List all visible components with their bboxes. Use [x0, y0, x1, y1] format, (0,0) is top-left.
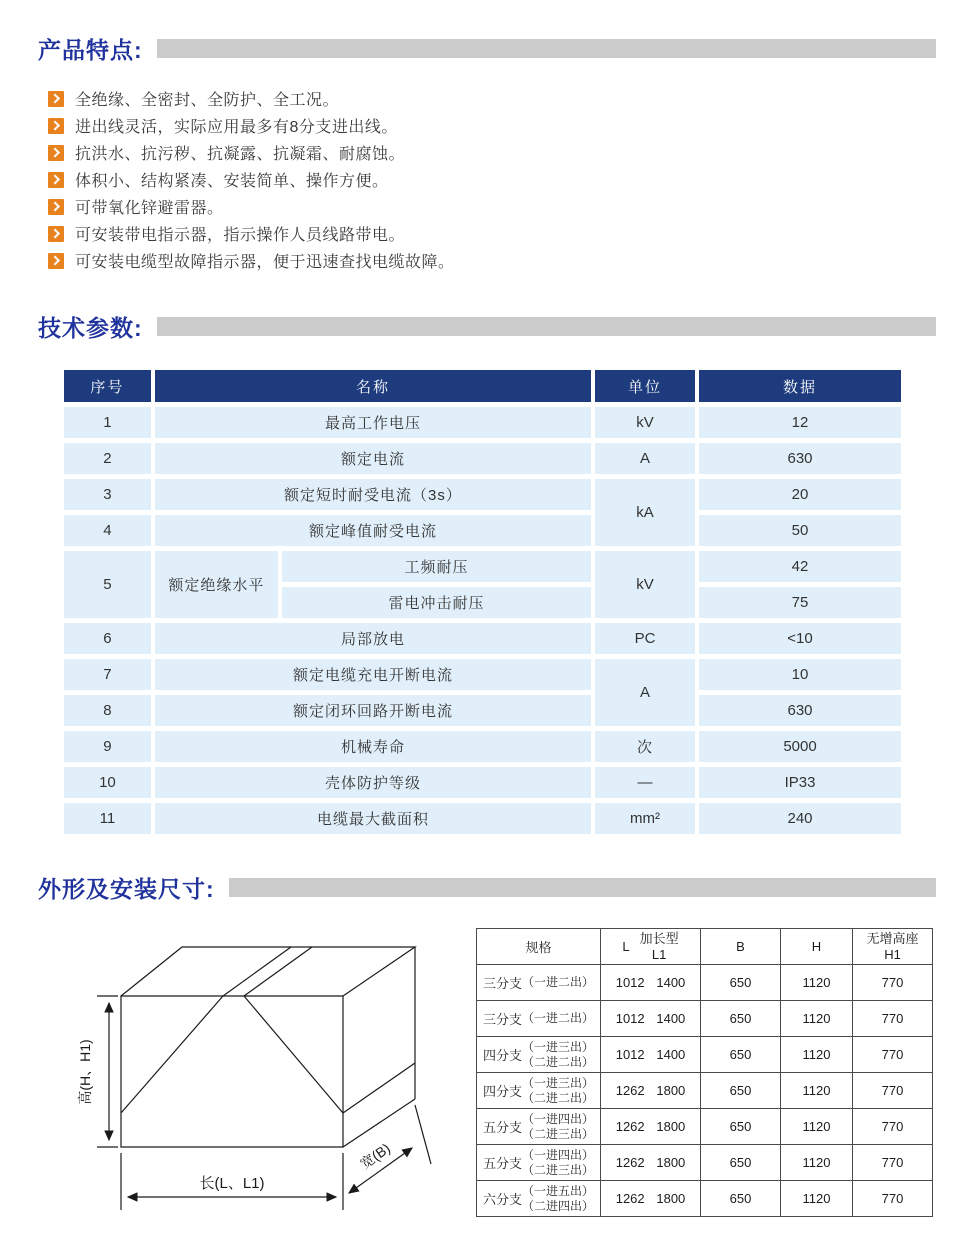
feature-text: 可安装电缆型故障指示器，便于迅速查找电缆故障。: [75, 254, 455, 271]
spec-line: （一进四出）: [522, 1148, 595, 1163]
h-cell: 1120: [781, 1109, 853, 1145]
spec-cell: [477, 1145, 601, 1181]
spec-line: （一进二出）: [522, 1011, 595, 1026]
spec-line: （二进四出）: [522, 1198, 595, 1213]
param-value: IP33: [699, 767, 901, 798]
param-no: 5: [64, 551, 151, 618]
chevron-right-icon: [48, 226, 64, 242]
table-row: [64, 767, 901, 798]
table-row: [477, 1181, 933, 1217]
spec-line: （一进四出）: [522, 1112, 595, 1127]
table-row: [477, 1109, 933, 1145]
h1-cell: 770: [853, 1073, 933, 1109]
col-header-unit: 单位: [595, 370, 695, 402]
table-header-row: [477, 929, 933, 965]
param-no: 4: [64, 515, 151, 546]
width-dimension-label: 宽(B): [357, 1139, 394, 1172]
list-item: [48, 247, 936, 274]
l-value: 1262: [615, 1083, 645, 1099]
l-cell: [601, 1001, 701, 1037]
b-cell: 650: [701, 1037, 781, 1073]
col-header-no: 序号: [64, 370, 151, 402]
h1-cell: 770: [853, 1001, 933, 1037]
param-name: 机械寿命: [155, 731, 591, 762]
section-divider-bar: [157, 39, 936, 58]
l1-value: 1800: [656, 1083, 686, 1099]
l-cell: [601, 1037, 701, 1073]
param-name: 额定短时耐受电流（3s）: [155, 479, 591, 510]
b-cell: 650: [701, 1001, 781, 1037]
list-item: [48, 85, 936, 112]
param-no: 1: [64, 407, 151, 438]
l1-value: 1800: [656, 1155, 686, 1171]
param-name: 额定峰值耐受电流: [155, 515, 591, 546]
b-cell: 650: [701, 1109, 781, 1145]
param-name: 最高工作电压: [155, 407, 591, 438]
spec-prefix: 三分支: [482, 976, 522, 992]
length-label: L: [622, 939, 630, 955]
param-value: 5000: [699, 731, 901, 762]
spec-prefix: 五分支: [482, 1120, 522, 1136]
l1-value: 1800: [656, 1191, 686, 1207]
col-header-spec: 规格: [477, 929, 601, 965]
feature-text: 体积小、结构紧凑、安装简单、操作方便。: [75, 173, 389, 190]
section-title-features: 产品特点:: [38, 37, 143, 63]
param-unit: kV: [595, 551, 695, 618]
l-value: 1012: [615, 1011, 645, 1027]
param-no: 7: [64, 659, 151, 690]
feature-text: 全绝缘、全密封、全防护、全工况。: [75, 92, 340, 109]
list-item: [48, 220, 936, 247]
spec-cell: [477, 1181, 601, 1217]
spec-line: （一进三出）: [522, 1076, 595, 1091]
param-value: 630: [699, 695, 901, 726]
param-name: 额定闭环回路开断电流: [155, 695, 591, 726]
param-unit: —: [595, 767, 695, 798]
spec-prefix: 五分支: [482, 1156, 522, 1172]
table-row: [64, 443, 901, 474]
param-name: 电缆最大截面积: [155, 803, 591, 834]
feature-text: 可带氧化锌避雷器。: [75, 200, 224, 217]
spec-line: （二进二出）: [522, 1054, 595, 1069]
spec-prefix: 四分支: [482, 1048, 522, 1064]
param-no: 6: [64, 623, 151, 654]
l-cell: [601, 1145, 701, 1181]
param-name: 额定电缆充电开断电流: [155, 659, 591, 690]
param-unit: A: [595, 659, 695, 726]
l1-value: 1400: [656, 1047, 686, 1063]
b-cell: 650: [701, 1145, 781, 1181]
param-unit: A: [595, 443, 695, 474]
l1-value: 1800: [656, 1119, 686, 1135]
chevron-right-icon: [48, 172, 64, 188]
table-header-row: [64, 370, 901, 402]
table-row: [64, 695, 901, 726]
spec-prefix: 四分支: [482, 1084, 522, 1100]
spec-line: （一进五出）: [522, 1184, 595, 1199]
section-header-features: [38, 32, 936, 65]
l-value: 1012: [615, 975, 645, 991]
param-name: 局部放电: [155, 623, 591, 654]
spec-cell: [477, 1001, 601, 1037]
l1-value: 1400: [656, 975, 686, 991]
l-cell: [601, 1181, 701, 1217]
spec-cell: [477, 1073, 601, 1109]
table-row: [64, 659, 901, 690]
param-value: 240: [699, 803, 901, 834]
table-row: [64, 803, 901, 834]
param-name: 雷电冲击耐压: [282, 587, 591, 618]
param-value: 12: [699, 407, 901, 438]
section-header-params: [38, 310, 936, 343]
col-header-name: 名称: [155, 370, 591, 402]
table-row: [477, 1001, 933, 1037]
table-row: [64, 515, 901, 546]
h-cell: 1120: [781, 1037, 853, 1073]
chevron-right-icon: [48, 91, 64, 107]
h-cell: 1120: [781, 965, 853, 1001]
spec-line: （一进二出）: [522, 975, 595, 990]
table-row: [477, 965, 933, 1001]
param-name: 工频耐压: [282, 551, 591, 582]
h1-cell: 770: [853, 1037, 933, 1073]
list-item: [48, 193, 936, 220]
col-header-b: B: [701, 929, 781, 965]
feature-text: 进出线灵活，实际应用最多有8分支进出线。: [75, 119, 398, 136]
section-title-params: 技术参数:: [38, 315, 143, 341]
extended-type-label: 加长型: [639, 931, 679, 946]
l1-value: 1400: [656, 1011, 686, 1027]
l-cell: [601, 1073, 701, 1109]
spec-line: （二进三出）: [522, 1126, 595, 1141]
l-cell: [601, 1109, 701, 1145]
spec-line: （一进三出）: [522, 1040, 595, 1055]
table-row: [477, 1145, 933, 1181]
param-no: 3: [64, 479, 151, 510]
l-cell: [601, 965, 701, 1001]
param-unit: mm²: [595, 803, 695, 834]
param-unit: kV: [595, 407, 695, 438]
table-row: [64, 623, 901, 654]
isometric-box-drawing: [52, 926, 472, 1226]
l-value: 1262: [615, 1119, 645, 1135]
dimension-spec-table: [476, 928, 933, 1217]
chevron-right-icon: [48, 253, 64, 269]
param-value: 42: [699, 551, 901, 582]
table-row: [477, 1037, 933, 1073]
technical-parameters-table: [60, 365, 905, 839]
param-name: 壳体防护等级: [155, 767, 591, 798]
h-cell: 1120: [781, 1145, 853, 1181]
spec-line: （二进三出）: [522, 1162, 595, 1177]
param-no: 11: [64, 803, 151, 834]
h1-cell: 770: [853, 1109, 933, 1145]
b-cell: 650: [701, 965, 781, 1001]
l-value: 1262: [615, 1155, 645, 1171]
h-cell: 1120: [781, 1073, 853, 1109]
spec-cell: [477, 965, 601, 1001]
col-header-h: H: [781, 929, 853, 965]
table-row: [64, 731, 901, 762]
param-no: 2: [64, 443, 151, 474]
param-name: 额定电流: [155, 443, 591, 474]
feature-text: 抗洪水、抗污秽、抗凝露、抗凝霜、耐腐蚀。: [75, 146, 406, 163]
spec-cell: [477, 1037, 601, 1073]
param-no: 8: [64, 695, 151, 726]
param-unit: kA: [595, 479, 695, 546]
section-divider-bar: [229, 878, 936, 897]
height-dimension-label: 高(H、H1): [77, 1039, 93, 1105]
col-header-value: 数据: [699, 370, 901, 402]
param-unit: 次: [595, 731, 695, 762]
spec-line: （二进二出）: [522, 1090, 595, 1105]
b-cell: 650: [701, 1073, 781, 1109]
param-no: 9: [64, 731, 151, 762]
l-value: 1012: [615, 1047, 645, 1063]
param-unit: PC: [595, 623, 695, 654]
param-value: 50: [699, 515, 901, 546]
chevron-right-icon: [48, 199, 64, 215]
col-header-length: [601, 929, 701, 965]
list-item: [48, 166, 936, 193]
list-item: [48, 139, 936, 166]
table-row: [64, 479, 901, 510]
spec-cell: [477, 1109, 601, 1145]
spec-prefix: 六分支: [482, 1192, 522, 1208]
param-value: <10: [699, 623, 901, 654]
h1-cell: 770: [853, 1181, 933, 1217]
table-row: [64, 407, 901, 438]
col-header-h1: [853, 929, 933, 965]
l1-label: L1: [651, 946, 667, 962]
h1-cell: 770: [853, 965, 933, 1001]
h1-cell: 770: [853, 1145, 933, 1181]
param-group: 额定绝缘水平: [155, 551, 278, 618]
feature-list: [48, 85, 936, 274]
list-item: [48, 112, 936, 139]
chevron-right-icon: [48, 118, 64, 134]
no-riser-label: 无增高座: [866, 931, 919, 946]
length-dimension-label: 长(L、L1): [199, 1175, 265, 1192]
param-value: 630: [699, 443, 901, 474]
param-value: 75: [699, 587, 901, 618]
section-divider-bar: [157, 317, 936, 336]
param-no: 10: [64, 767, 151, 798]
l-value: 1262: [615, 1191, 645, 1207]
section-title-dimensions: 外形及安装尺寸:: [38, 876, 215, 902]
param-value: 20: [699, 479, 901, 510]
section-header-dimensions: [38, 871, 936, 904]
chevron-right-icon: [48, 145, 64, 161]
b-cell: 650: [701, 1181, 781, 1217]
table-row: [477, 1073, 933, 1109]
spec-prefix: 三分支: [482, 1012, 522, 1028]
h-cell: 1120: [781, 1001, 853, 1037]
param-value: 10: [699, 659, 901, 690]
feature-text: 可安装带电指示器，指示操作人员线路带电。: [75, 227, 406, 244]
dimension-diagram: [52, 926, 472, 1231]
table-row: [64, 551, 901, 582]
h-cell: 1120: [781, 1181, 853, 1217]
h1-label: H1: [884, 946, 901, 962]
